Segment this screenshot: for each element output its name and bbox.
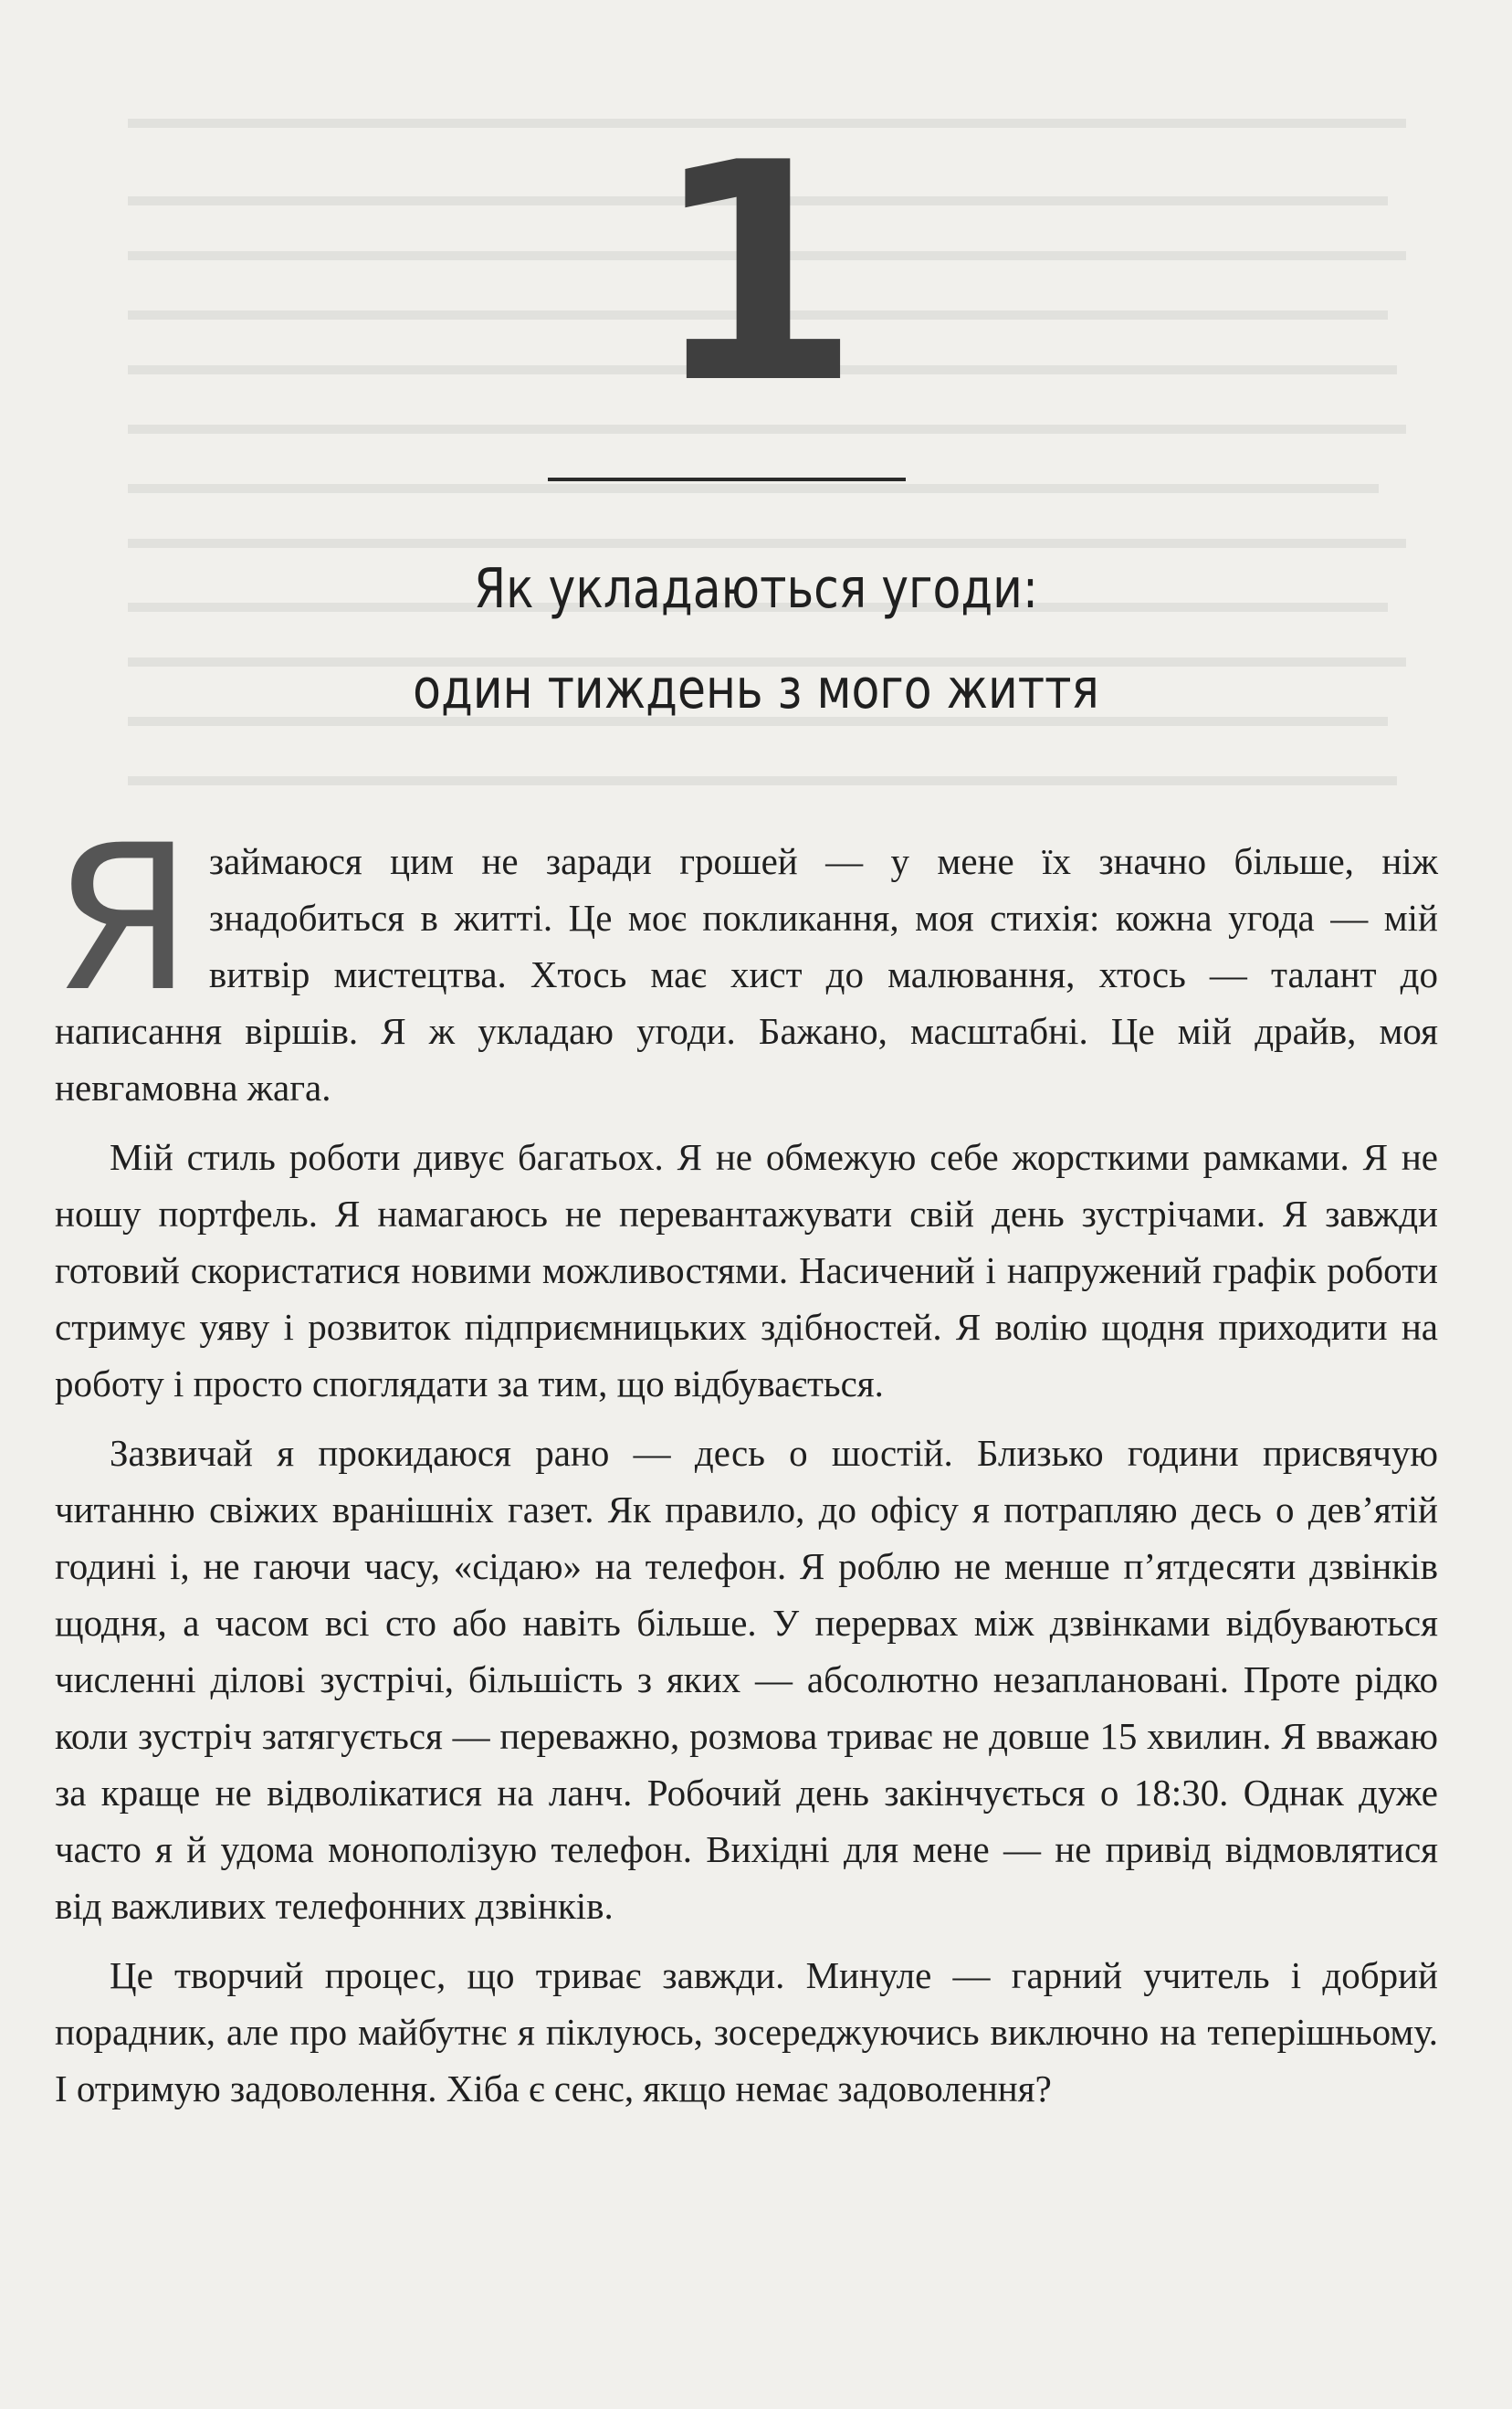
body-text bbox=[53, 802, 1438, 2117]
title-rule bbox=[548, 478, 906, 481]
paragraph-2: Мій стиль роботи дивує багатьох. Я не обмежую себе жорсткими рамками. Я не ношу портфель. Я намагаюсь не перевантажувати свій день зустрічами. Я завжди готовий скористатися новими можливостями. Насичений і напружений графік роботи стримує уяву і розвиток підприємницьких здібностей. Я волію щодня приходити на роботу і просто споглядати за тим, що відбувається. bbox=[55, 1136, 1438, 1404]
chapter-number: 1 bbox=[651, 99, 861, 449]
paragraph-3: Зазвичай я прокидаюся рано — десь о шостій. Близько години присвячую читанню свіжих вранішніх газет. Як правило, до офісу я потрапляю десь о дев’ятій годині і, не гаючи часу, «сідаю» на телефон. Я роблю не менше п’ятдесяти дзвінків щодня, а часом всі сто або навіть більше. У перервах між дзвінками відбуваються численні ділові зустрічі, більшість з яких — абсолютно незаплановані. Проте рідко коли зустріч затягується — переважно, розмова триває не довше 15 хвилин. Я вважаю за краще не відволікатися на ланч. Робочий день закінчується о 18:30. Однак дуже часто я й удома монополізую телефон. Вихідні для мене — не привід відмовлятися від важливих телефонних дзвінків. bbox=[55, 1432, 1438, 1927]
paragraph-4: Це творчий процес, що триває завжди. Минуле — гарний учитель і добрий порадник, але про майбутнє я піклуюсь, зосереджуючись виключно на теперішньому. І отримую задоволення. Хіба є сенс, якщо немає задоволення? bbox=[55, 1954, 1438, 2109]
chapter-title-line-1: Як укладаються угоди: bbox=[474, 557, 1038, 621]
paragraph-1-text: займаюся цим не заради грошей — у мене їх значно більше, ніж знадобиться в житті. Це моє покликання, моя стихія: кожна угода — мій витвір мистецтва. Хтось має хист до малювання, хтось — талант до написання віршів. Я ж укладаю угоди. Бажано, масштабні. Це мій драйв, моя невгамовна жага. bbox=[55, 840, 1438, 1109]
drop-cap: Я bbox=[53, 802, 193, 1036]
chapter-title-line-2: один тиждень з мого життя bbox=[413, 657, 1099, 721]
chapter-title bbox=[91, 539, 1421, 740]
paragraph-1 bbox=[53, 802, 1438, 1116]
